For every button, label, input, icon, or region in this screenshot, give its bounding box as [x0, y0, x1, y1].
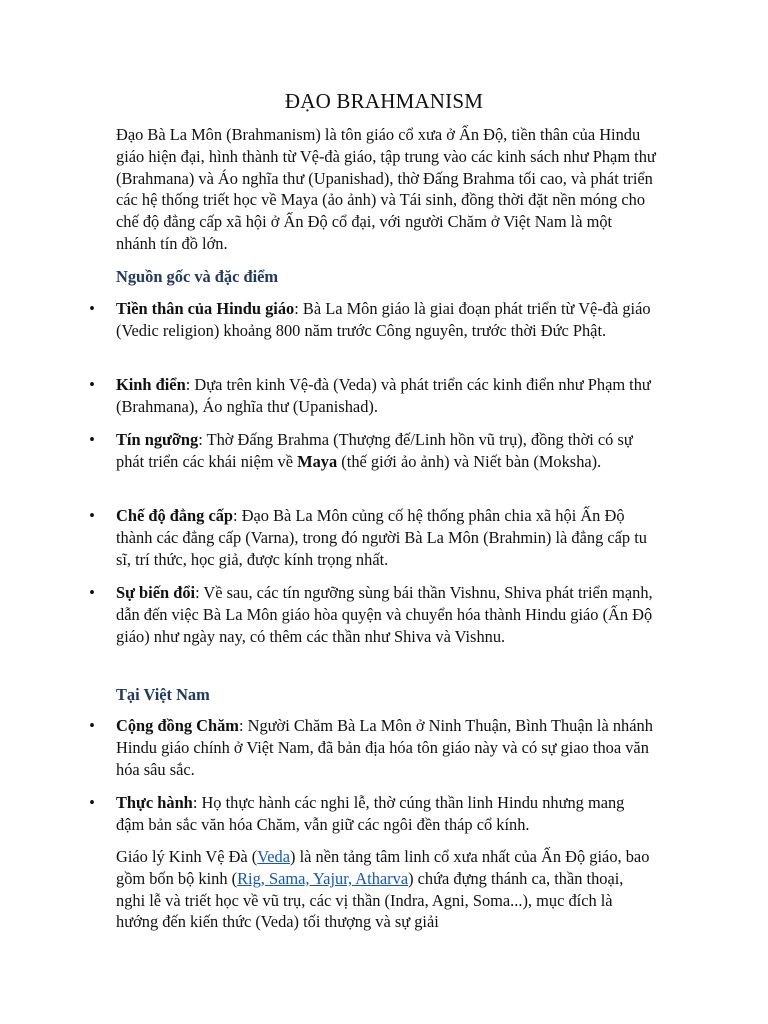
- list-item-text: : Người Chăm Bà La Môn ở Ninh Thuận, Bình Thuận là nhánh Hindu giáo chính ở Việt Nam, đã bản địa hóa tôn giáo này và có sự giao thoa văn hóa sâu sắc.: [116, 716, 653, 779]
- list-item-term: Tín ngưỡng: [116, 430, 199, 449]
- bullet-icon: •: [89, 583, 95, 602]
- list-item-term: Cộng đồng Chăm: [116, 716, 239, 735]
- section-heading-vietnam: Tại Việt Nam: [116, 685, 210, 704]
- list-item-text: : Đạo Bà La Môn củng cố hệ thống phân chia xã hội Ấn Độ thành các đẳng cấp (Varna), trong đó người Bà La Môn (Brahmin) là đẳng cấp tu sĩ, trí thức, học giả, được kính trọng nhất.: [116, 506, 647, 569]
- list-item-term: Kinh điển: [116, 375, 186, 394]
- veda-link[interactable]: Veda: [257, 847, 291, 866]
- list-item-term: Chế độ đẳng cấp: [116, 506, 234, 525]
- veda-text-3: ) chứa đựng thánh ca, thần thoại, nghi lễ và triết học về vũ trụ, các vị thần (Indra, Agni, Soma...), mục đích là hướng đến kiến thức (Veda) tối thượng và sự giải: [116, 868, 624, 932]
- bullet-icon: •: [89, 430, 95, 449]
- document-title: ĐẠO BRAHMANISM: [284, 89, 484, 113]
- bullet-icon: •: [89, 716, 95, 735]
- veda-text-2: ) là nền tảng tâm linh cổ xưa nhất của Ấn Độ giáo, bao gồm bốn bộ kinh (: [116, 847, 650, 888]
- list-item-text: : Dựa trên kinh Vệ-đà (Veda) và phát triển các kinh điển như Phạm thư (Brahmana), Áo nghĩa thư (Upanishad).: [116, 375, 651, 416]
- four-vedas-link[interactable]: Rig, Sama, Yajur, Atharva: [237, 868, 409, 888]
- list-item-text: : Bà La Môn giáo là giai đoạn phát triển từ Vệ-đà giáo (Vedic religion) khoảng 800 năm trước Công nguyên, trước thời Đức Phật.: [116, 299, 651, 340]
- list-item-text-end: (thế giới ảo ảnh) và Niết bàn (Moksha).: [337, 451, 602, 471]
- list-item-text: : Về sau, các tín ngưỡng sùng bái thần Vishnu, Shiva phát triển mạnh, dẫn đến việc Bà La Môn giáo hòa quyện và chuyển hóa thành Hindu giáo (Ấn Độ giáo) như ngày nay, có thêm các thần như Shiva và Vishnu.: [116, 583, 653, 646]
- bullet-icon: •: [89, 299, 95, 318]
- bullet-icon: •: [89, 793, 95, 812]
- list-item-term: Tiền thân của Hindu giáo: [116, 299, 295, 318]
- list-item-emphasis: Maya: [297, 451, 338, 471]
- list-item: [89, 374, 656, 418]
- list-item: [89, 792, 656, 836]
- veda-paragraph: [116, 846, 656, 934]
- list-item: [89, 298, 656, 342]
- list-item-term: Thực hành: [116, 793, 193, 812]
- list-item-term: Sự biến đổi: [116, 583, 196, 602]
- bullet-icon: •: [89, 375, 95, 394]
- veda-text-1: Giáo lý Kinh Vệ Đà (: [116, 847, 258, 866]
- list-item: [89, 582, 656, 647]
- list-item: [89, 715, 656, 780]
- list-item-text: : Thờ Đấng Brahma (Thượng đế/Linh hồn vũ trụ), đồng thời có sự phát triển các khái niệm về: [116, 430, 633, 471]
- list-item: [89, 429, 656, 473]
- list-item: [89, 505, 656, 570]
- bullet-icon: •: [89, 506, 95, 525]
- intro-paragraph: Đạo Bà La Môn (Brahmanism) là tôn giáo cổ xưa ở Ấn Độ, tiền thân của Hindu giáo hiện đại, hình thành từ Vệ-đà giáo, tập trung vào các kinh sách như Phạm thư (Brahmana) và Áo nghĩa thư (Upanishad), thờ Đấng Brahma tối cao, và phát triển các hệ thống triết học về Maya (ảo ảnh) và Tái sinh, đồng thời đặt nền móng cho chế độ đẳng cấp xã hội ở Ấn Độ cổ đại, với người Chăm ở Việt Nam là một nhánh tín đồ lớn.: [116, 125, 656, 253]
- section-heading-origin: Nguồn gốc và đặc điểm: [116, 267, 279, 286]
- list-item-text: : Họ thực hành các nghi lễ, thờ cúng thần linh Hindu nhưng mang đậm bản sắc văn hóa Chăm, vẫn giữ các ngôi đền tháp cổ kính.: [116, 793, 625, 834]
